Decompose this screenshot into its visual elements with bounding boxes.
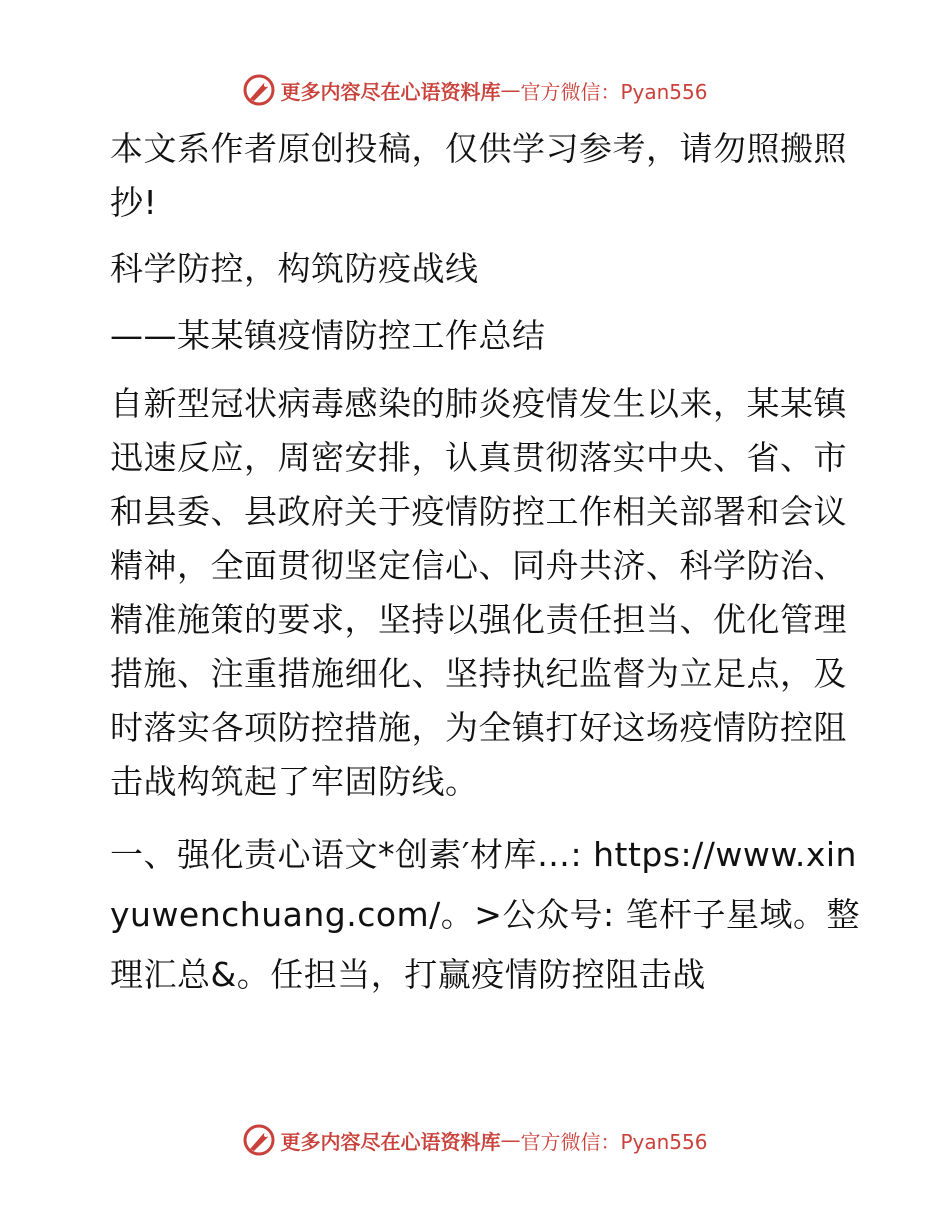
banner-dash: — (500, 78, 521, 102)
banner-wechat: 官方微信：Pyan556 (520, 79, 708, 104)
banner-site-name: 更多内容尽在心语资料库 (280, 1129, 501, 1154)
banner-site-name: 更多内容尽在心语资料库 (280, 79, 501, 104)
pen-logo-icon (242, 1123, 276, 1157)
footer-watermark-banner (0, 1120, 950, 1160)
section-heading-1: 一、强化责心语文*创素′材库…: https://www.xinyuwenchuang.com/。>公众号: 笔杆子星域。整理汇总&。任担当，打赢疫情防控阻击战 (110, 835, 861, 994)
copyright-note: 本文系作者原创投稿，仅供学习参考，请勿照搬照抄! (110, 129, 847, 222)
pen-logo-icon (242, 73, 276, 107)
banner-dash: — (500, 1128, 521, 1152)
header-watermark-banner (0, 70, 950, 110)
document-subtitle: ——某某镇疫情防控工作总结 (110, 316, 546, 355)
document-title: 科学防控，构筑防疫战线 (110, 249, 479, 288)
banner-wechat: 官方微信：Pyan556 (520, 1129, 708, 1154)
body-paragraph: 自新型冠状病毒感染的肺炎疫情发生以来，某某镇迅速反应，周密安排，认真贯彻落实中央、省、市和县委、县政府关于疫情防控工作相关部署和会议精神，全面贯彻坚定信心、同舟共济、科学防治、精准施策的要求，坚持以强化责任担当、优化管理措施、注重措施细化、坚持执纪监督为立足点，及时落实各项防控措施，为全镇打好这场疫情防控阻击战构筑起了牢固防线。 (110, 384, 847, 801)
document-body (98, 122, 868, 1005)
